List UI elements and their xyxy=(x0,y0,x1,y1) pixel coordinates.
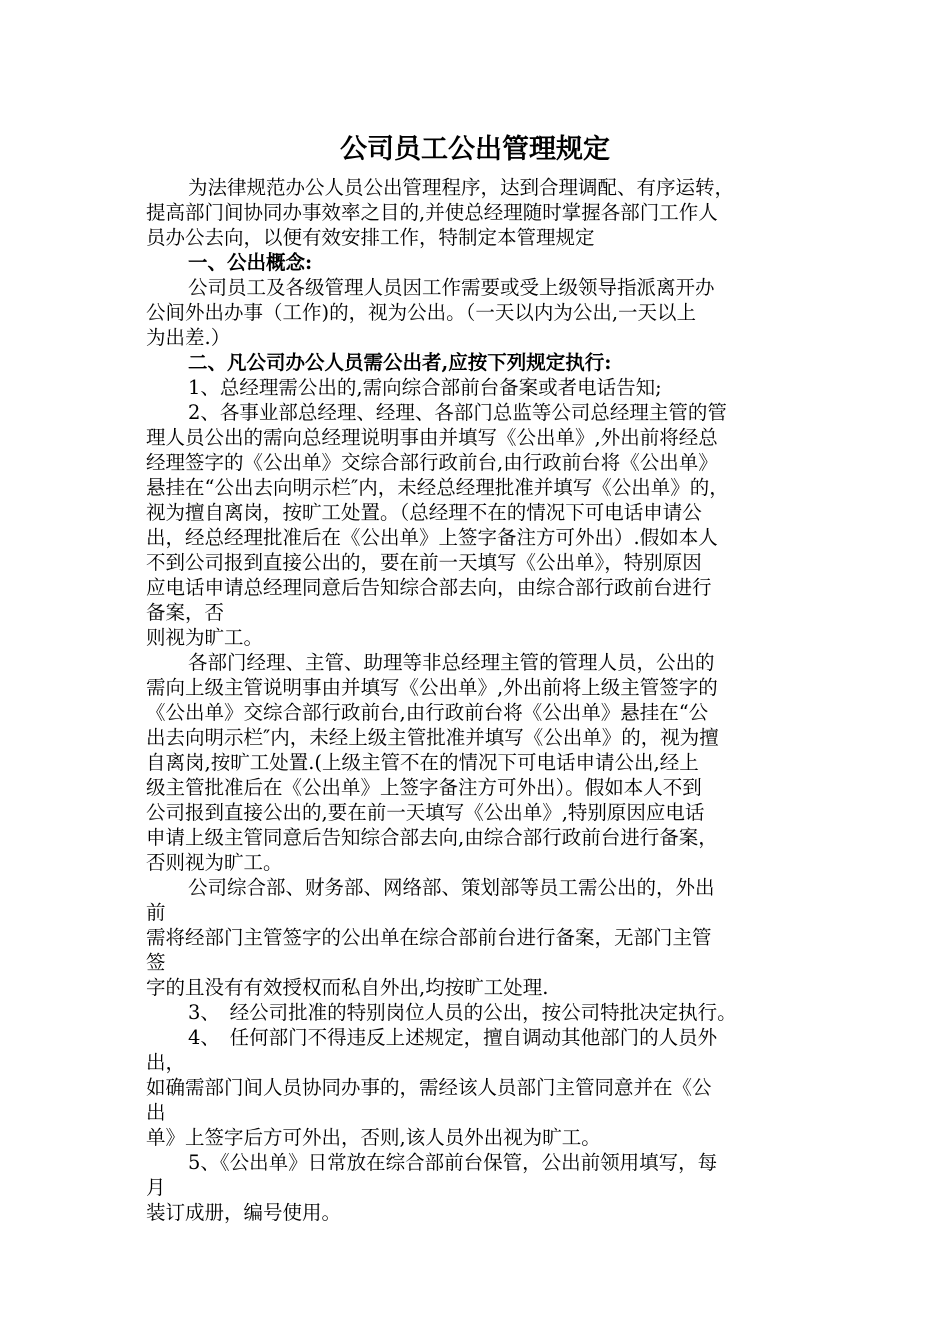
text-line: 4、 任何部门不得违反上述规定，擅自调动其他部门的人员外 xyxy=(188,1026,718,1049)
text-line: 不到公司报到直接公出的，要在前一天填写《公出单》，特别原因 xyxy=(146,551,702,574)
text-line: 需向上级主管说明事由并填写《公出单》,外出前将上级主管签字的 xyxy=(146,676,718,699)
text-line: 公司员工及各级管理人员因工作需要或受上级领导指派离开办 xyxy=(188,276,715,299)
text-line: 单》上签字后方可外出，否则,该人员外出视为旷工。 xyxy=(146,1126,601,1149)
text-line: 出，经总经理批准后在《公出单》上签字备注方可外出）.假如本人 xyxy=(146,526,718,549)
text-line: 公司报到直接公出的,要在前一天填写《公出单》,特别原因应电话 xyxy=(146,801,705,824)
section-heading: 二、凡公司办公人员需公出者,应按下列规定执行: xyxy=(188,351,612,374)
text-line: 提高部门间协同办事效率之目的,并使总经理随时掌握各部门工作人 xyxy=(146,201,718,224)
text-line: 《公出单》交综合部行政前台,由行政前台将《公出单》悬挂在“公 xyxy=(146,701,709,724)
text-line: 视为擅自离岗，按旷工处置。（总经理不在的情况下可电话申请公 xyxy=(146,501,702,524)
text-line: 需将经部门主管签字的公出单在综合部前台进行备案，无部门主管 xyxy=(146,926,712,949)
text-line: 前 xyxy=(146,901,166,924)
text-line: 出去向明示栏″内，未经上级主管批准并填写《公出单》的，视为擅 xyxy=(146,726,719,749)
text-line: 公间外出办事（工作)的，视为公出。（一天以内为公出,一天以上 xyxy=(146,301,697,324)
text-line: 备案，否 xyxy=(146,601,225,624)
text-line: 月 xyxy=(146,1176,166,1199)
text-line: 应电话申请总经理同意后告知综合部去向，由综合部行政前台进行 xyxy=(146,576,712,599)
text-line: 理人员公出的需向总经理说明事由并填写《公出单》,外出前将经总 xyxy=(146,426,718,449)
text-line: 自离岗,按旷工处置.(上级主管不在的情况下可电话申请公出,经上 xyxy=(146,751,699,774)
text-line: 为出差.） xyxy=(146,326,231,349)
text-line: 公司综合部、财务部、网络部、策划部等员工需公出的，外出 xyxy=(188,876,715,899)
text-line: 出 xyxy=(146,1101,166,1124)
text-line: 经理签字的《公出单》交综合部行政前台,由行政前台将《公出单》 xyxy=(146,451,718,474)
text-line: 2、各事业部总经理、经理、各部门总监等公司总经理主管的管 xyxy=(188,401,727,424)
text-line: 悬挂在“公出去向明示栏″内，未经总经理批准并填写《公出单》的， xyxy=(146,476,729,499)
text-line: 员办公去向，以便有效安排工作，特制定本管理规定 xyxy=(146,226,595,249)
document-title: 公司员工公出管理规定 xyxy=(340,134,610,165)
text-line: 5、《公出单》日常放在综合部前台保管，公出前领用填写，每 xyxy=(188,1151,718,1174)
text-line: 各部门经理、主管、助理等非总经理主管的管理人员，公出的 xyxy=(188,651,715,674)
text-line: 如确需部门间人员协同办事的，需经该人员部门主管同意并在《公 xyxy=(146,1076,712,1099)
text-line: 签 xyxy=(146,951,166,974)
text-line: 否则视为旷工。 xyxy=(146,851,283,874)
text-line: 级主管批准后在《公出单》上签字备注方可外出）。假如本人不到 xyxy=(146,776,702,799)
text-line: 为法律规范办公人员公出管理程序，达到合理调配、有序运转， xyxy=(188,176,735,199)
text-line: 申请上级主管同意后告知综合部去向,由综合部行政前台进行备案， xyxy=(146,826,718,849)
text-line: 字的且没有有效授权而私自外出,均按旷工处理. xyxy=(146,976,549,999)
text-line: 1、总经理需公出的,需向综合部前台备案或者电话告知; xyxy=(188,376,662,399)
text-line: 则视为旷工。 xyxy=(146,626,264,649)
text-line: 3、 经公司批准的特别岗位人员的公出，按公司特批决定执行。 xyxy=(188,1001,737,1024)
text-line: 装订成册，编号使用。 xyxy=(146,1201,342,1224)
text-line: 出， xyxy=(146,1051,186,1074)
section-heading: 一、公出概念: xyxy=(188,251,313,274)
